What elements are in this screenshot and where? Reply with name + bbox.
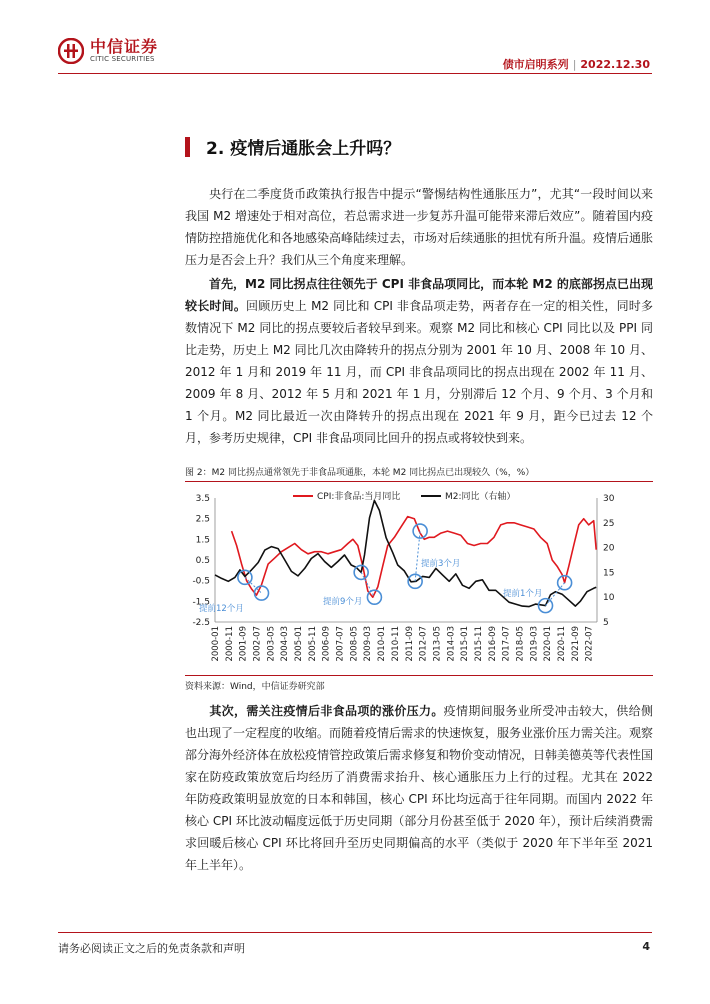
y-right-tick-label: 20 bbox=[603, 543, 615, 554]
figure-source: 资料来源：Wind，中信证券研究部 bbox=[185, 682, 325, 692]
y-left-tick-label: 1.5 bbox=[195, 535, 210, 546]
lead-annotation-1: 提前9个月 bbox=[323, 597, 363, 607]
y-left-tick-label: 2.5 bbox=[195, 514, 210, 525]
y-right-tick-label: 25 bbox=[603, 518, 615, 529]
company-logo bbox=[58, 38, 158, 64]
citic-logo-icon bbox=[58, 38, 84, 64]
x-tick-label: 2015-01 bbox=[460, 626, 471, 662]
paragraph-service-inflation-bold: 其次，需关注疫情后非食品项的涨价压力。 bbox=[209, 704, 444, 718]
x-tick-label: 2021-09 bbox=[570, 626, 581, 662]
x-tick-label: 2009-03 bbox=[363, 626, 374, 662]
x-tick-label: 2016-09 bbox=[487, 626, 498, 662]
x-tick-label: 2020-01 bbox=[543, 626, 554, 662]
y-right-tick-label: 10 bbox=[603, 593, 615, 604]
paragraph-intro-text: 央行在二季度货币政策执行报告中提示“警惕结构性通胀压力”，尤其“一段时间以来我国 M2 增速处于相对高位，若总需求进一步复苏升温可能带来滞后效应”。随着国内疫情防控措施优化和各地感染高峰陆续过去，市场对后续通胀的担忧有所升温。疫情后通胀压力是否会上升？我们从三个角度来理解。 bbox=[185, 187, 654, 267]
section-heading bbox=[185, 134, 400, 159]
report-header-info bbox=[503, 56, 650, 72]
x-tick-label: 2015-11 bbox=[473, 626, 484, 662]
y-left-tick-label: -2.5 bbox=[192, 618, 210, 628]
x-tick-label: 2018-05 bbox=[515, 626, 526, 662]
x-tick-label: 2019-03 bbox=[529, 626, 540, 662]
legend-label-1: M2:同比（右轴） bbox=[445, 492, 516, 502]
figure-bottom-rule bbox=[185, 675, 653, 676]
legend-label-0: CPI:非食品:当月同比 bbox=[317, 492, 401, 502]
paragraph-service-inflation bbox=[185, 700, 653, 876]
footer-divider bbox=[58, 932, 652, 933]
logo-english-name: CITIC SECURITIES bbox=[90, 55, 155, 63]
x-tick-label: 2005-01 bbox=[294, 626, 305, 662]
report-date: 2022.12.30 bbox=[580, 58, 650, 71]
lead-annotation-0: 提前12个月 bbox=[199, 604, 244, 614]
footer-disclaimer: 请务必阅读正文之后的免责条款和声明 bbox=[58, 942, 245, 955]
paragraph-m2-lead-bold: 首先，M2 同比拐点往往领先于 CPI 非食品项同比，而本轮 M2 的底部拐点已出现较长时间。 bbox=[185, 277, 653, 313]
y-right-tick-label: 30 bbox=[603, 494, 615, 504]
y-left-tick-label: 0.5 bbox=[195, 556, 210, 566]
y-left-tick-label: -1.5 bbox=[192, 597, 210, 608]
x-tick-label: 2000-01 bbox=[211, 626, 221, 662]
lead-annotation-3: 提前1个月 bbox=[503, 589, 543, 599]
y-left-tick-label: 3.5 bbox=[195, 494, 210, 504]
header-divider bbox=[58, 73, 652, 74]
paragraph-m2-lead bbox=[185, 273, 653, 449]
x-tick-label: 2010-01 bbox=[377, 626, 388, 662]
x-tick-label: 2017-07 bbox=[501, 626, 512, 662]
paragraph-intro bbox=[185, 183, 653, 271]
heading-marker bbox=[185, 137, 190, 157]
x-tick-label: 2002-07 bbox=[252, 626, 263, 662]
x-tick-label: 2003-05 bbox=[266, 626, 277, 662]
header-separator: | bbox=[572, 58, 577, 71]
m2-cpi-line-chart bbox=[185, 484, 653, 674]
page-number: 4 bbox=[642, 940, 650, 953]
x-tick-label: 2008-05 bbox=[349, 626, 360, 662]
x-tick-label: 2020-11 bbox=[557, 626, 568, 662]
x-tick-label: 2007-07 bbox=[335, 626, 346, 662]
x-tick-label: 2014-03 bbox=[446, 626, 457, 662]
x-tick-label: 2010-11 bbox=[390, 626, 401, 662]
lead-annotation-2: 提前3个月 bbox=[421, 559, 461, 569]
report-series: 债市启明系列 bbox=[502, 58, 569, 71]
y-right-tick-label: 5 bbox=[603, 618, 609, 628]
figure-caption: 图 2：M2 同比拐点通常领先于非食品项通胀，本轮 M2 同比拐点已出现较久（%，%） bbox=[185, 468, 535, 478]
x-tick-label: 2012-07 bbox=[418, 626, 429, 662]
paragraph-service-inflation-text: 疫情期间服务业所受冲击较大，供给侧也出现了一定程度的收缩。而随着疫情后需求的快速恢复，服务业涨价压力需关注。观察部分海外经济体在放松疫情管控政策后需求修复和物价变动情况，日韩美德英等代表性国家在防疫政策放宽后均经历了消费需求抬升、核心通胀压力上行的过程。尤其在 2022 年防疫政策明显放宽的日本和韩国，核心 CPI 环比均远高于往年同期。而国内 2022 年核心 CPI 环比波动幅度远低于历史同期（部分月份甚至低于 2020 年），预计后续消费需求回暖后核心 CPI 环比将回升至历史同期偏高的水平（类似于 2020 年下半年至 2021 年上半年）。 bbox=[185, 704, 654, 872]
x-tick-label: 2011-09 bbox=[404, 626, 415, 662]
y-right-tick-label: 15 bbox=[603, 568, 615, 579]
logo-chinese-name: 中信证券 bbox=[90, 37, 159, 56]
x-tick-label: 2006-09 bbox=[321, 626, 332, 662]
paragraph-m2-lead-text: 回顾历史上 M2 同比和 CPI 非食品项走势，两者存在一定的相关性，同时多数情况下 M2 同比的拐点要较后者较早到来。观察 M2 同比和核心 CPI 同比以及 PPI 同比走势，历史上 M2 同比几次由降转升的拐点分别为 2001 年 10 月、2008 年 10 月、2012 年 1 月和 2019 年 11 月，而 CPI 非食品项同比的拐点出现在 2002 年 11 月、2009 年 8 月、2012 年 5 月和 2021 年 1 月，分别滞后 12 个月、9 个月、3 个月和 1 个月。M2 同比最近一次由降转升的拐点出现在 2021 年 9 月，距今已过去 12 个月，参考历史规律，CPI 非食品项同比回升的拐点或将较快到来。 bbox=[185, 299, 653, 445]
figure-top-rule bbox=[185, 481, 653, 482]
x-tick-label: 2013-05 bbox=[432, 626, 443, 662]
x-tick-label: 2000-11 bbox=[224, 626, 235, 662]
x-tick-label: 2022-07 bbox=[584, 626, 595, 662]
y-left-tick-label: -0.5 bbox=[192, 576, 210, 587]
section-title: 2. 疫情后通胀会上升吗？ bbox=[206, 139, 401, 159]
x-tick-label: 2001-09 bbox=[238, 626, 249, 662]
x-tick-label: 2005-11 bbox=[307, 626, 318, 662]
x-tick-label: 2004-03 bbox=[280, 626, 291, 662]
